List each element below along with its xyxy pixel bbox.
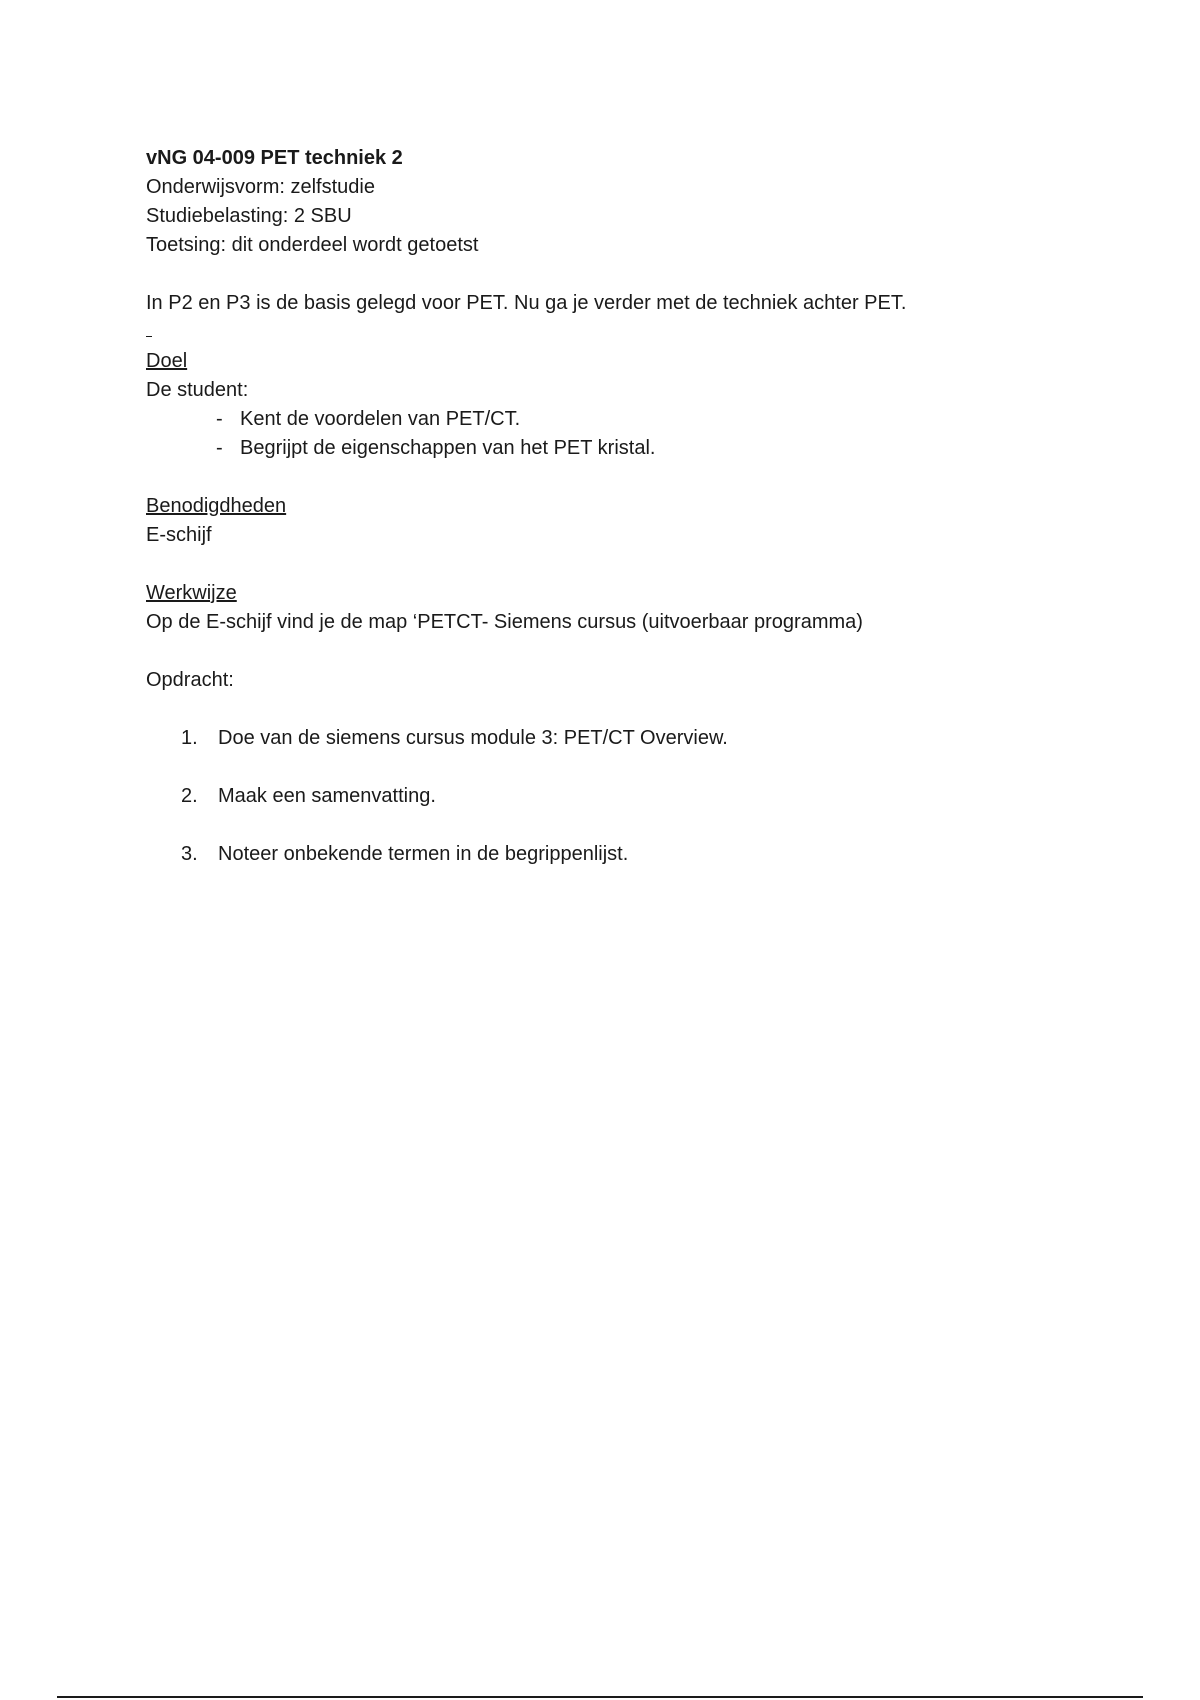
intro-paragraph: In P2 en P3 is de basis gelegd voor PET. Nu ga je verder met de techniek achter PET. [146,292,907,314]
step-item [146,782,1076,811]
werkwijze-text: Op de E-schijf vind je de map ‘PETCT- Siemens cursus (uitvoerbaar programma) [146,611,863,633]
benodigdheden-text: E-schijf [146,524,212,546]
stray-dash-mark [146,318,1076,347]
step-number: 2. [181,785,198,807]
doel-list [146,405,1076,463]
spacer [146,463,1076,492]
spacer [146,550,1076,579]
step-number: 1. [181,727,198,749]
step-text: Maak een samenvatting. [218,785,436,807]
footer-rule [57,1696,1143,1698]
list-item-text: Kent de voordelen van PET/CT. [240,408,521,430]
document-title: vNG 04-009 PET techniek 2 [146,147,403,169]
document-body [146,144,1076,869]
spacer [146,811,1076,840]
step-number: 3. [181,843,198,865]
doel-heading: Doel [146,350,188,372]
step-text: Noteer onbekende termen in de begrippenlijst. [218,843,629,865]
opdracht-steps [146,724,1076,869]
spacer [146,260,1076,289]
doel-lead: De student: [146,379,249,401]
step-item [146,840,1076,869]
dash-bullet: - [216,437,223,459]
meta-toetsing: Toetsing: dit onderdeel wordt getoetst [146,234,479,256]
dash-bullet: - [216,408,223,430]
list-item [216,405,1076,434]
step-text: Doe van de siemens cursus module 3: PET/CT Overview. [218,727,728,749]
list-item-text: Begrijpt de eigenschappen van het PET kristal. [240,437,656,459]
spacer [146,753,1076,782]
step-item [146,724,1076,753]
spacer [146,695,1076,724]
meta-onderwijsvorm: Onderwijsvorm: zelfstudie [146,176,375,198]
benodigdheden-heading: Benodigdheden [146,495,287,517]
werkwijze-heading: Werkwijze [146,582,237,604]
list-item [216,434,1076,463]
opdracht-label: Opdracht: [146,669,234,691]
meta-studiebelasting: Studiebelasting: 2 SBU [146,205,352,227]
spacer [146,637,1076,666]
